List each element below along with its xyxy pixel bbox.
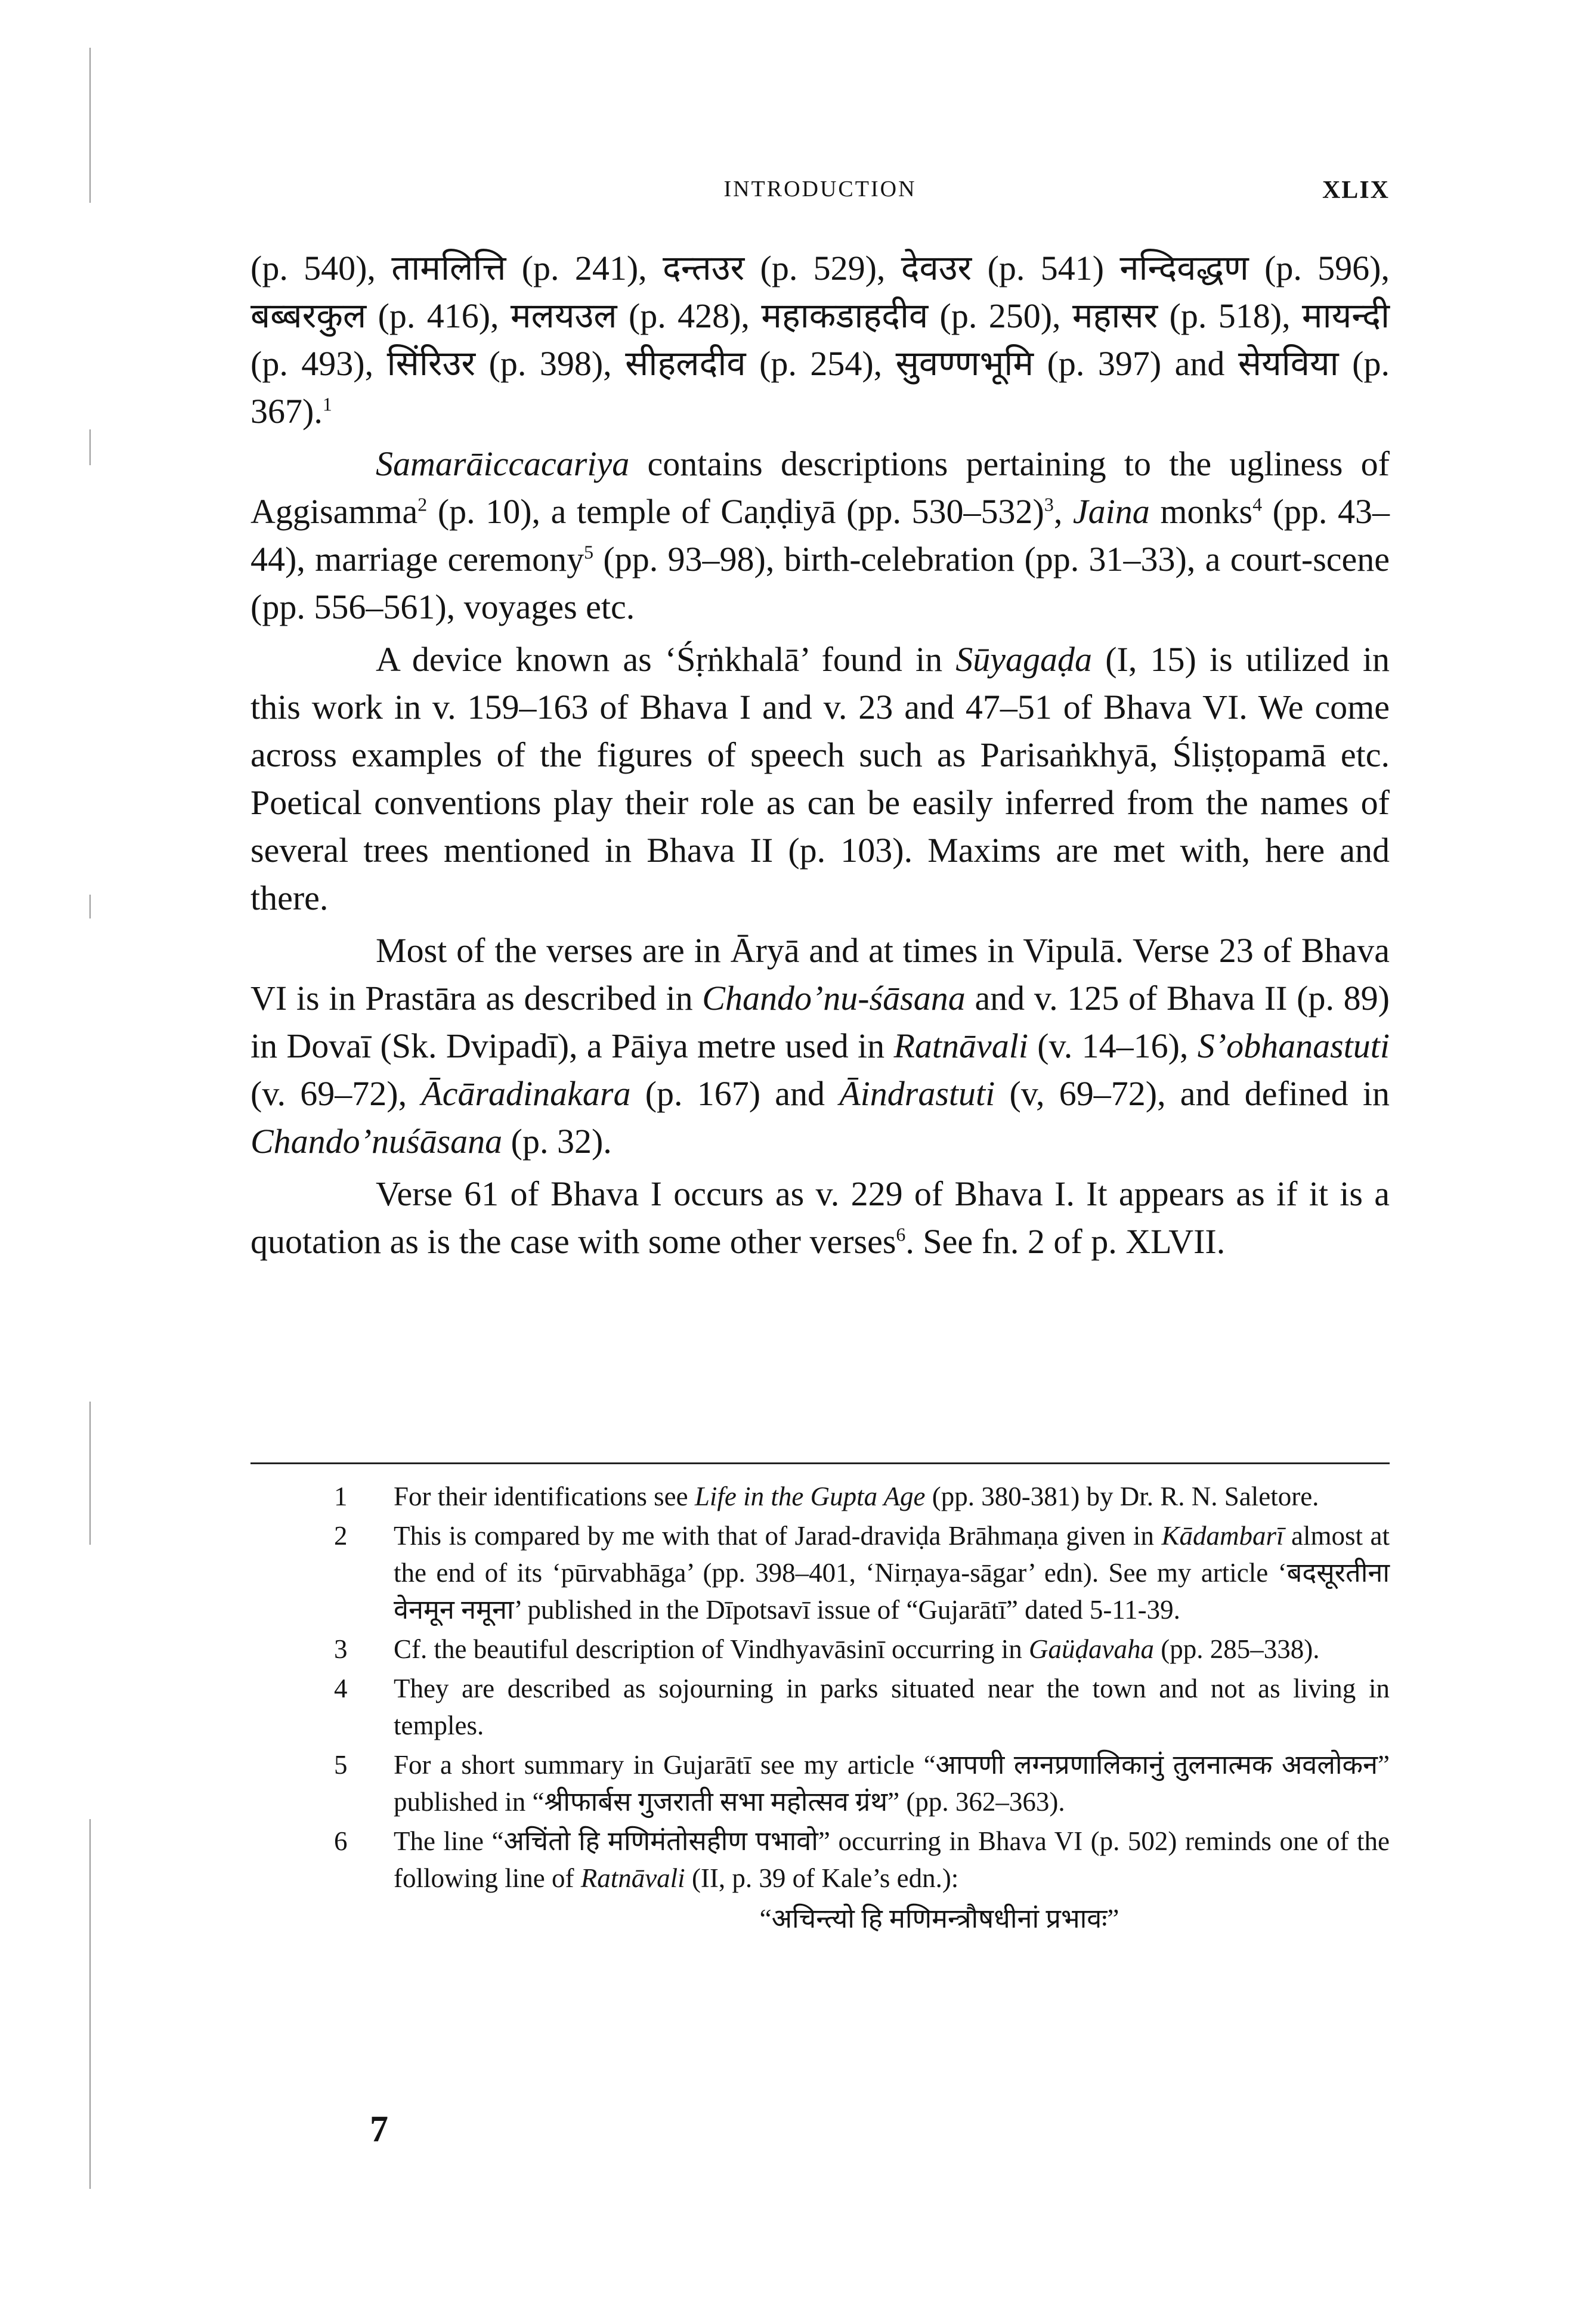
running-header <box>250 176 1390 212</box>
paragraph-verses: Most of the verses are in Āryā and at times in Vipulā. Verse 23 of Bhava VI is in Prastāra as described in Chando’nu-śāsana and v. 125 of Bhava II (p. 89) in Dovaī (Sk. Dvipadī), a Pāiya metre used in Ratnāvali (v. 14–16), S’obhanastuti (v. 69–72), Ācāradinakara (p. 167) and Āindrastuti (v, 69–72), and defined in Chando’nuśāsana (p. 32). <box>250 931 1390 1161</box>
edge-line <box>89 895 91 918</box>
paragraph-place-names: (p. 540), तामलित्ति (p. 241), दन्तउर (p. 529), देवउर (p. 541) नन्दिवद्धण (p. 596), बब्बरकुल (p. 416), मलयउल (p. 428), महाकडाहदीव (p. 250), महासर (p. 518), मायन्दी (p. 493), सिंरिउर (p. 398), सीहलदीव (p. 254), सुवण्णभूमि (p. 397) and सेयविया (p. 367).$^1$ <box>250 249 1390 431</box>
edge-line <box>89 48 91 203</box>
edge-line <box>89 429 91 465</box>
footnote: 3 Cf. the beautiful description of Vindhyavāsinī occurring in Gaüḍavaha (pp. 285–338). <box>334 1631 1390 1668</box>
paragraph-verse-61: Verse 61 of Bhava I occurs as v. 229 of Bhava I. It appears as if it is a quotation as is the case with some other verses$^6$. See fn. 2 of p. XLVII. <box>250 1174 1390 1261</box>
page-number: XLIX <box>1322 177 1390 204</box>
footnote-number: 4 <box>334 1674 348 1703</box>
paragraph-srnkhala: A device known as ‘Śṛṅkhalā’ found in Sūyagaḍa (I, 15) is utilized in this work in v. 159–163 of Bhava I and v. 23 and 47–51 of Bhava VI. We come across examples of the figures of speech such as Parisaṅkhyā, Śliṣṭopamā etc. Poetical conventions play their role as can be easily inferred from the names of several trees mentioned in Bhava II (p. 103). Maxims are met with, here and there. <box>250 640 1390 917</box>
scan-edge-marks <box>0 0 119 2301</box>
footnote-number: 2 <box>334 1521 348 1551</box>
footnote: 1 For their identifications see Life in the Gupta Age (pp. 380-381) by Dr. R. N. Saletore. <box>334 1478 1390 1515</box>
header-title: INTRODUCTION <box>723 177 917 202</box>
footnote: 4 They are described as sojourning in parks situated near the town and not as living in temples. <box>334 1670 1390 1744</box>
footnote-number: 3 <box>334 1634 348 1664</box>
edge-line <box>89 1402 91 1545</box>
footnote-rule <box>250 1462 1390 1464</box>
footnote: 2 This is compared by me with that of Jarad-draviḍa Brāhmaṇa given in Kādambarī almost at the end of its ‘pūrvabhāga’ (pp. 398–401, ‘Nirṇaya-sāgar’ edn). See my article ‘बदसूरतीना वेनमून नमूना’ published in the Dīpotsavī issue of “Gujarātī” dated 5-11-39. <box>334 1517 1390 1628</box>
footnote: 5 For a short summary in Gujarātī see my article “आपणी लग्नप्रणालिकानुं तुलनात्मक अवलोकन” published in “श्रीफार्बस गुजराती सभा महोत्सव ग्रंथ” (pp. 362–363). <box>334 1746 1390 1820</box>
main-text <box>250 245 1390 1270</box>
footnote-number: 1 <box>334 1482 348 1511</box>
footnote-number: 6 <box>334 1826 348 1856</box>
signature-mark: 7 <box>370 2109 388 2150</box>
edge-line <box>89 1819 91 2189</box>
sanskrit-quotation: “अचिन्त्यो हि मणिमन्त्रौषधीनां प्रभावः” <box>759 1904 1119 1934</box>
footnotes <box>334 1478 1390 1940</box>
footnote-number: 5 <box>334 1750 348 1780</box>
paragraph-descriptions: Samarāiccacariya contains descriptions pertaining to the ugliness of Aggisamma$^2$ (p. 10), a temple of Caṇḍiyā (pp. 530–532)$^3$, Jaina monks$^4$ (pp. 43–44), marriage ceremony$^5$ (pp. 93–98), birth-celebration (pp. 31–33), a court-scene (pp. 556–561), voyages etc. <box>250 444 1390 626</box>
footnote: 6 The line “अचिंतो हि मणिमंतोसहीण पभावो” occurring in Bhava VI (p. 502) reminds one of the following line of Ratnāvali (II, p. 39 of Kale’s edn.): “अचिन्त्यो हि मणिमन्त्रौषधीनां प्रभावः” <box>334 1823 1390 1937</box>
